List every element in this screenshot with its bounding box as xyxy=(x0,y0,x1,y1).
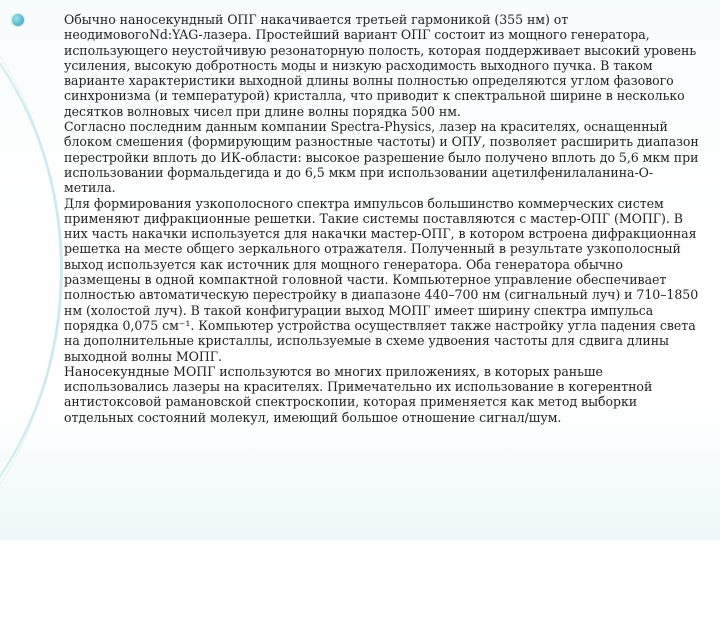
paragraph-applications: Наносекундные МОПГ используются во многих приложениях, в которых раньше использовались лазеры на красителях. Примечательно их использование в когерентной антистоксовой рамановской спектроскопии, которая применяется как метод выборки отдельных состояний молекул, имеющий большое отношение сигнал/шум. xyxy=(64,363,653,425)
paragraph-mopg: Для формирования узкополосного спектра импульсов большинство коммерческих систем применяют дифракционные решетки. Такие системы поставляются с мастер-ОПГ (МОПГ). В них часть накачки используется для накачки мастер-ОПГ, в котором встроена дифракционная решетка на месте общего зеркального отражателя. Полученный в результате узкополосный выход используется как источник для мощного генератора. Оба генератора обычно размещены в одной компактной головной части. Компьютерное управление обеспечивает полностью автоматическую перестройку в диапазоне 440–700 нм (сигнальный луч) и 710–1850 нм (холостой луч). В такой конфигурации выход МОПГ имеет ширину спектра импульса порядка 0,075 см⁻¹. Компьютер устройства осуществляет также настройку угла падения света на дополнительные кристаллы, используемые в схеме удвоения частоты для сдвига длины выходной волны МОПГ. xyxy=(64,195,699,364)
paragraph-spectra-physics: Согласно последним данным компании Spectra-Physics, лазер на красителях, оснащенный блоком смешения (формирующим разностные частоты) и ОПУ, позволяет расширить диапазон перестройки вплоть до ИК-области: высокое разрешение было получено вплоть до 5,6 мкм при использовании формальдегида и до 6,5 мкм при использовании ацетилфенилаланина-О-метила. xyxy=(64,119,699,196)
decorative-bullet-icon xyxy=(12,14,24,26)
slide-text-body xyxy=(64,12,700,425)
paragraph-opg-intro: Обычно наносекундный ОПГ накачивается третьей гармоникой (355 нм) от неодимовогоNd:YAG-лазера. Простейший вариант ОПГ состоит из мощного генератора, использующего неустойчивую резонаторную полость, которая поддерживает высокий уровень усиления, высокую добротность моды и низкую расходимость выходного пучка. В таком варианте характеристики выходной длины волны полностью определяются углом фазового синхронизма (и температурой) кристалла, что приводит к спектральной ширине в несколько десятков волновых чисел при длине волны порядка 500 нм. xyxy=(64,12,697,119)
